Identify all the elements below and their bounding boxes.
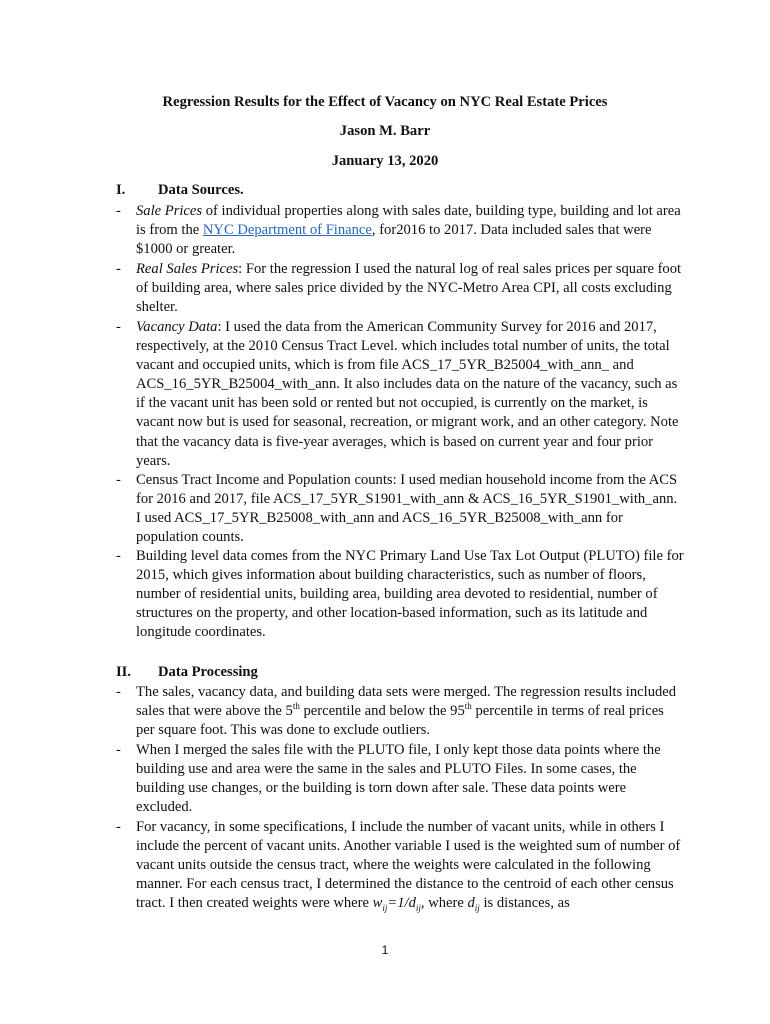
section-heading-data-processing bbox=[116, 663, 676, 682]
bullet-census-tract-income bbox=[136, 471, 684, 547]
section-title: Data Sources. bbox=[158, 182, 244, 198]
bullet-text: For vacancy, in some specifications, I include the number of vacant units, while in others I include the percent of vacant units. Another variable I used is the weighted sum of number of vacant units outside the census tract, where the weights were calculated in the following manner. For each census tract, I determined the distance to the centroid of each other census tract. I then created weights were where bbox=[136, 819, 681, 912]
math-subscript: ij bbox=[382, 903, 388, 914]
bullet-text: percentile and below the 95 bbox=[299, 703, 465, 720]
page-number: 1 bbox=[381, 943, 389, 957]
bullet-marker: - bbox=[116, 472, 121, 488]
bullet-building-level-data bbox=[136, 547, 684, 642]
bullet-text: When I merged the sales file with the PLUTO file, I only kept those data points where the building use and area were the same in the sales and PLUTO Files. In some cases, the building use changes, or the building is torn down after sale. These data points were excluded. bbox=[136, 742, 661, 816]
bullet-text: percentile in terms of real prices per square foot. This was done to exclude outliers. bbox=[136, 703, 664, 739]
bullet-marker: - bbox=[116, 261, 121, 277]
bullet-text: , for2016 to 2017. Data included sales that were $1000 or greater. bbox=[136, 222, 652, 258]
math-var: w bbox=[372, 895, 383, 912]
bullet-vacancy-weights bbox=[136, 818, 684, 913]
document-title: Regression Results for the Effect of Vacancy on NYC Real Estate Prices bbox=[162, 94, 608, 110]
math-subscript: ij bbox=[415, 903, 421, 914]
bullet-text: , where bbox=[420, 895, 468, 912]
section-heading-data-sources bbox=[116, 181, 676, 200]
term: Vacancy Data bbox=[136, 319, 218, 335]
bullet-marker: - bbox=[116, 684, 121, 700]
math-var: d bbox=[467, 895, 475, 912]
superscript: th bbox=[464, 701, 472, 712]
math-expr: =1/d bbox=[387, 895, 416, 912]
bullet-marker: - bbox=[116, 203, 121, 219]
bullet-text: : I used the data from the American Community Survey for 2016 and 2017, respectively, at the 2010 Census Tract Level. which includes total number of units, the total vacant and occupied units, which is from file ACS_17_5YR_B25004_with_ann_ and ACS_16_5YR_B25004_with_ann. It also includes data on the nature of the vacancy, such as if the vacant unit has been sold or rented but not occupied, is currently on the market, is vacant now but is used for seasonal, recreation, or migrant work, and an other category. Note that the vacancy data is five-year averages, which is based on current year and four prior years. bbox=[136, 319, 679, 469]
bullet-real-sales-prices bbox=[136, 260, 684, 317]
bullet-marker: - bbox=[116, 819, 121, 835]
author-name: Jason M. Barr bbox=[339, 123, 431, 139]
bullet-merge-datasets bbox=[136, 683, 684, 740]
bullet-text: is distances, as bbox=[479, 895, 570, 912]
bullet-text: : For the regression I used the natural log of real sales prices per square foot of building area, where sales price divided by the NYC-Metro Area CPI, all costs excluding shelter. bbox=[136, 261, 682, 316]
bullet-text: Census Tract Income and Population counts: I used median household income from the ACS for 2016 and 2017, file ACS_17_5YR_S1901_with_ann & ACS_16_5YR_S1901_with_ann. I used ACS_17_5YR_B25008_with_ann and ACS_16_5YR_B25008_with_ann for population counts. bbox=[136, 472, 678, 546]
bullet-pluto-merge bbox=[136, 741, 684, 817]
section-title: Data Processing bbox=[158, 664, 258, 680]
section-number: II. bbox=[116, 664, 132, 680]
bullet-text: Building level data comes from the NYC Primary Land Use Tax Lot Output (PLUTO) file for 2015, which gives information about building characteristics, such as number of floors, number of residential units, building area, building area devoted to residential, number of structures on the property, and other location-based information, such as its latitude and longitude coordinates. bbox=[136, 548, 684, 641]
bullet-text: of individual properties along with sales date, building type, building and lot area is from the bbox=[136, 203, 681, 239]
bullet-sale-prices bbox=[136, 202, 684, 259]
section-number: I. bbox=[116, 182, 126, 198]
nyc-department-of-finance-link[interactable]: NYC Department of Finance bbox=[202, 222, 372, 239]
document-date: January 13, 2020 bbox=[331, 153, 439, 169]
bullet-text: The sales, vacancy data, and building data sets were merged. The regression results included sales that were above the 5 bbox=[136, 684, 677, 720]
superscript: th bbox=[292, 701, 300, 712]
bullet-marker: - bbox=[116, 319, 121, 335]
bullet-vacancy-data bbox=[136, 318, 684, 471]
math-subscript: ij bbox=[474, 903, 480, 914]
bullet-marker: - bbox=[116, 742, 121, 758]
term: Sale Prices bbox=[136, 203, 203, 219]
bullet-marker: - bbox=[116, 548, 121, 564]
term: Real Sales Prices bbox=[136, 261, 239, 277]
